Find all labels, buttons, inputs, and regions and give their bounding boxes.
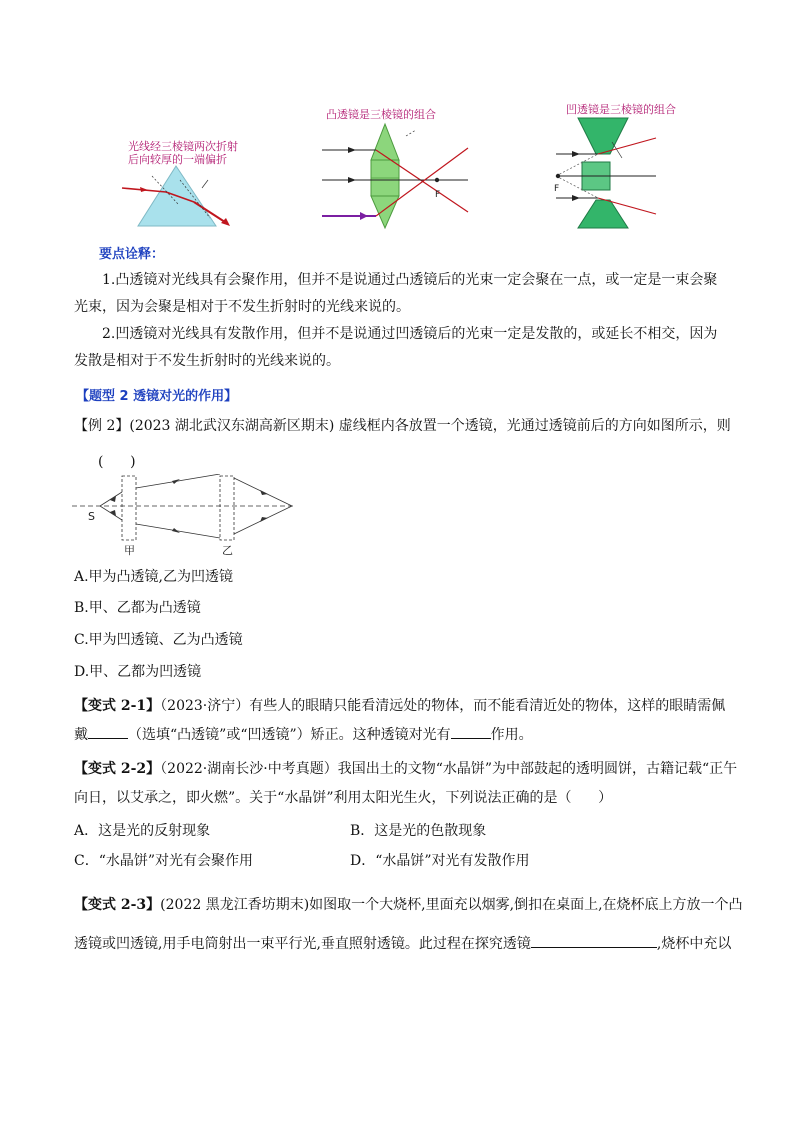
variant23-text-a: 透镜或凹透镜,用手电筒射出一束平行光,垂直照射透镜。此过程在探究透镜 [74, 936, 531, 952]
variant23-prefix: 【变式 2-3】 [74, 897, 161, 913]
example2-option-b: B.甲、乙都为凸透镜 [74, 600, 201, 616]
variant23-blank[interactable] [531, 933, 657, 948]
example2-option-d: D.甲、乙都为凹透镜 [74, 664, 202, 680]
variant21-blank-1[interactable] [88, 724, 128, 739]
variant22-question: （2022·湖南长沙·中考真题）我国出土的文物“水晶饼”为中部鼓起的透明圆饼，古籍记载“正午 [160, 761, 738, 777]
example2-lens-diagram [72, 474, 294, 560]
variant22-line2: 向日，以艾承之，即火燃”。关于“水晶饼”利用太阳光生火，下列说法正确的是（ ） [74, 790, 613, 806]
key-point-1-line2: 光束，因为会聚是相对于不发生折射时的光线来说的。 [74, 299, 410, 315]
variant21-text-a: 戴 [74, 727, 88, 743]
variant21-blank-2[interactable] [451, 724, 491, 739]
prism-label-line1: 光线经三棱镜两次折射 [128, 140, 238, 153]
variant23-line2 [74, 932, 732, 956]
example2-answer-paren: ( ) [98, 454, 136, 470]
convex-label: 凸透镜是三棱镜的组合 [326, 108, 436, 121]
example2-yi-label: 乙 [222, 544, 233, 557]
convex-focus-label: F [435, 190, 441, 200]
variant21-prefix: 【变式 2-1】 [74, 698, 161, 714]
example2-jia-label: 甲 [124, 544, 135, 557]
variant22-option-b: B．这是光的色散现象 [350, 823, 487, 839]
variant23-question: (2022 黑龙江香坊期末)如图取一个大烧杯,里面充以烟雾,倒扣在桌面上,在烧杯底上方放一个凸 [160, 897, 743, 913]
variant22-option-c: C．“水晶饼”对光有会聚作用 [74, 853, 254, 869]
prism-diagram [118, 162, 240, 232]
variant22-option-d: D．“水晶饼”对光有发散作用 [350, 853, 530, 869]
variant22-line1 [74, 757, 738, 781]
variant22-option-a: A．这是光的反射现象 [74, 823, 211, 839]
variant22-prefix: 【变式 2-2】 [74, 761, 161, 777]
example2-s-label: S [88, 510, 95, 523]
example2-line1 [74, 414, 731, 438]
key-point-1-line1: 1.凸透镜对光线具有会聚作用，但并不是说通过凸透镜后的光束一定会聚在一点，或一定是一束会聚 [102, 272, 718, 288]
key-point-2-line1: 2.凹透镜对光线具有发散作用，但并不是说通过凹透镜后的光束一定是发散的，或延长不相交，因为 [102, 326, 718, 342]
variant21-line2 [74, 723, 724, 747]
variant23-line1 [74, 893, 743, 917]
example2-question: (2023 湖北武汉东湖高新区期末) 虚线框内各放置一个透镜，光通过透镜前后的方向如图所示，则 [129, 418, 731, 434]
example2-prefix: 【例 2】 [74, 418, 130, 434]
example2-option-a: A.甲为凸透镜,乙为凹透镜 [74, 569, 234, 585]
key-points-heading: 要点诠释： [99, 247, 165, 262]
convex-lens-diagram [320, 120, 470, 232]
concave-lens-diagram [552, 114, 682, 232]
example2-option-c: C.甲为凹透镜、乙为凸透镜 [74, 632, 243, 648]
variant21-line1 [74, 694, 724, 718]
variant23-text-b: ,烧杯中充以 [656, 936, 732, 952]
concave-label: 凹透镜是三棱镜的组合 [566, 103, 676, 116]
section-title: 【题型 2 透镜对光的作用】 [76, 389, 238, 404]
prism-label-line2: 后向较厚的一端偏折 [128, 153, 227, 166]
concave-focus-label: F [554, 184, 560, 194]
key-point-2-line2: 发散是相对于不发生折射时的光线来说的。 [74, 353, 340, 369]
variant21-text-b: （选填“凸透镜”或“凹透镜”）矫正。这种透镜对光有 [128, 727, 451, 743]
variant21-text-c: 作用。 [490, 727, 533, 743]
variant21-question: （2023·济宁）有些人的眼睛只能看清远处的物体，而不能看清近处的物体，这样的眼睛需佩 [160, 698, 726, 714]
